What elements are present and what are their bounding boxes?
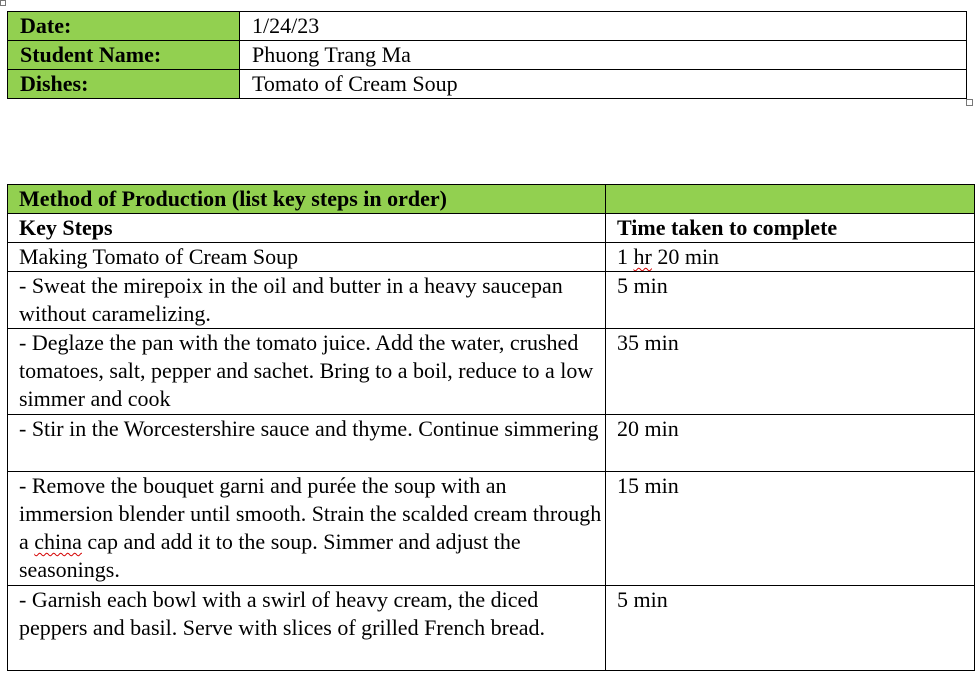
dishes-value: Tomato of Cream Soup [240, 70, 967, 99]
time-cell: 5 min [606, 272, 975, 329]
method-column-header-row [8, 214, 975, 243]
time-cell: 35 min [606, 329, 975, 415]
date-value: 1/24/23 [240, 12, 967, 41]
step-cell: - Sweat the mirepoix in the oil and butter in a heavy saucepan without caramelizing. [8, 272, 606, 329]
info-row-date [8, 12, 967, 41]
info-row-dishes [8, 70, 967, 99]
step-cell: - Deglaze the pan with the tomato juice. Add the water, crushed tomatoes, salt, pepper and sachet. Bring to a boil, reduce to a low simmer and cook [8, 329, 606, 415]
table-row [8, 472, 975, 586]
time-cell: 15 min [606, 472, 975, 586]
spellcheck-word: hr [633, 244, 652, 269]
spellcheck-word: china [34, 529, 82, 554]
time-taken-header: Time taken to complete [606, 214, 975, 243]
date-label: Date: [8, 12, 240, 41]
method-title-row [8, 185, 975, 214]
corner-mark-top-left [0, 0, 6, 6]
dishes-label: Dishes: [8, 70, 240, 99]
method-of-production-table [7, 184, 975, 671]
step-part: - Remove the bouquet garni and purée the soup with an immersion blender until smooth. Strain the scalded cream through a [19, 473, 602, 554]
time-part: 20 min [651, 244, 720, 269]
info-row-student-name [8, 41, 967, 70]
time-cell: 20 min [606, 415, 975, 472]
table-row [8, 586, 975, 671]
student-name-label: Student Name: [8, 41, 240, 70]
table-row [8, 329, 975, 415]
method-title: Method of Production (list key steps in order) [8, 185, 606, 214]
step-cell: - Garnish each bowl with a swirl of heavy cream, the diced peppers and basil. Serve with slices of grilled French bread. [8, 586, 606, 671]
table-resize-handle[interactable] [966, 99, 973, 106]
key-steps-header: Key Steps [8, 214, 606, 243]
student-name-value: Phuong Trang Ma [240, 41, 967, 70]
table-row [8, 272, 975, 329]
step-cell: Making Tomato of Cream Soup [8, 243, 606, 272]
time-cell [606, 243, 975, 272]
table-row [8, 243, 975, 272]
step-cell [8, 472, 606, 586]
step-cell: - Stir in the Worcestershire sauce and thyme. Continue simmering [8, 415, 606, 472]
step-part: cap and add it to the soup. Simmer and adjust the seasonings. [19, 529, 521, 582]
time-part: 1 [617, 244, 634, 269]
method-title-empty-cell [606, 185, 975, 214]
table-row [8, 415, 975, 472]
time-cell: 5 min [606, 586, 975, 671]
student-info-table [7, 11, 967, 99]
